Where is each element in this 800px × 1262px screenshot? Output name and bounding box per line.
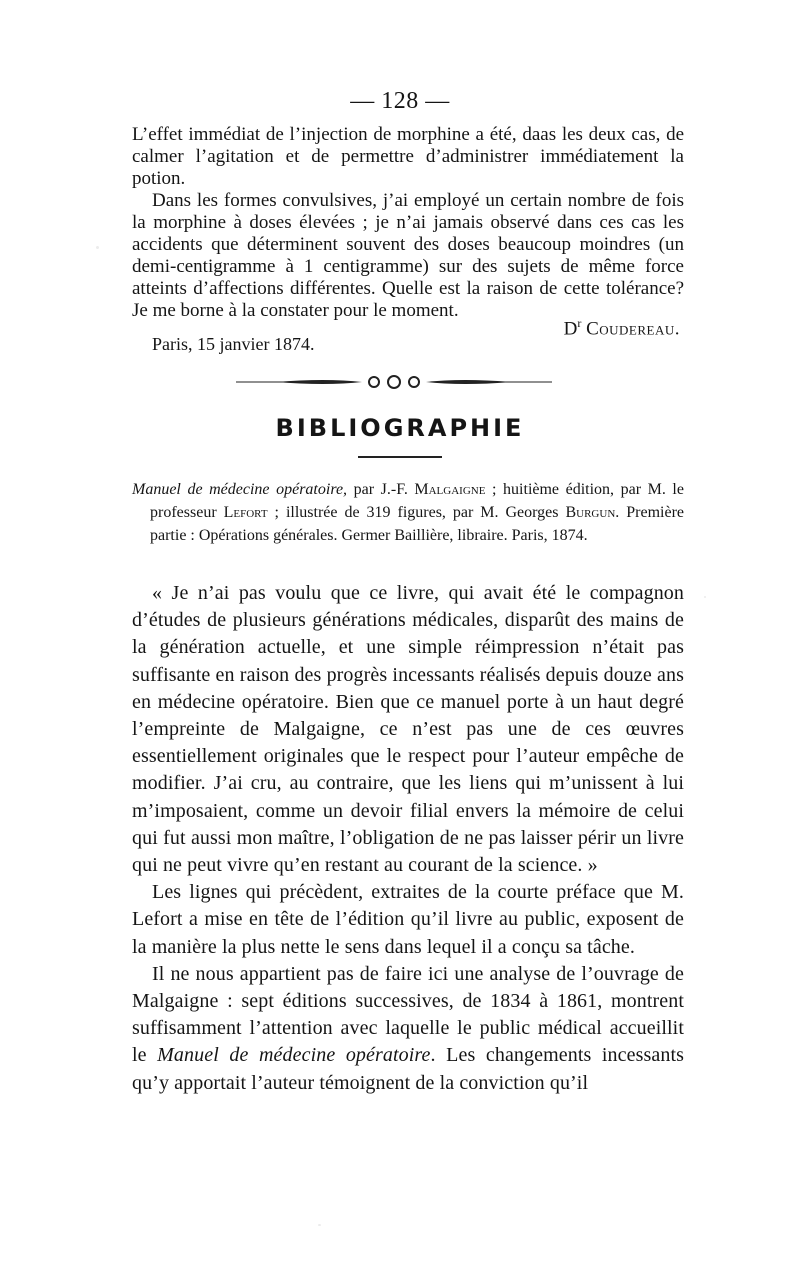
citation-illustrator: Burgun <box>565 504 616 521</box>
ornamental-divider <box>236 372 552 392</box>
page-number: — 128 — <box>350 88 450 114</box>
citation-text <box>132 478 684 547</box>
letter-conclusion <box>132 124 684 322</box>
paper-speck <box>318 1224 321 1226</box>
book-title: Manuel de médecine opératoire <box>157 1044 431 1067</box>
paragraph: « Je n’ai pas voulu que ce livre, qui avait été le compagnon d’études de plusieurs générations médicales, disparût des mains de la génération actuelle, et une simple réimpression n’était pas suffisante en raison des progrès incessants réalisés depuis douze ans en médecine opératoire. Bien que ce manuel porte à un haut degré l’empreinte de Malgaigne, ce n’est pas une de ces œuvres essentiellement originales que le respect pour l’auteur empêche de modifier. J’ai cru, au contraire, que les liens qui m’unissent à lui m’imposaient, comme un devoir filial envers la mémoire de celui qui fut aussi mon maître, l’obligation de ne pas laisser périr un livre qui ne peut vivre qu’en restant au courant de la science. » <box>132 582 684 877</box>
signature-title: D <box>563 318 578 340</box>
paragraph-part: . Les changements incessants qu’y apportait l’auteur témoignent de la conviction qu’il <box>132 1044 684 1094</box>
citation-text-part: par J.-F. <box>347 481 415 498</box>
citation-text-part: ; huitième édition, par M. le professeur <box>150 481 684 521</box>
signature-title-sup: r <box>577 316 582 330</box>
author-signature <box>440 316 680 340</box>
review-body <box>132 580 684 1097</box>
citation-editor: Lefort <box>223 504 268 521</box>
paragraph: L’effet immédiat de l’injection de morphine a été, daas les deux cas, de calmer l’agitation et de permettre d’administrer immédiatement la potion. <box>132 124 684 189</box>
citation-text-part: ; illustrée de 319 figures, par M. Georges <box>267 504 566 521</box>
citation-title: Manuel de médecine opératoire, <box>132 481 348 498</box>
paragraph <box>132 961 684 1097</box>
paragraph: Les lignes qui précèdent, extraites de la courte préface que M. Lefort a mise en tête de l’édition qu’il livre au public, exposent de la manière la plus nette le sens dans lequel il a conçu sa tâche. <box>132 881 684 958</box>
heading-rule <box>358 456 442 458</box>
section-heading: BIBLIOGRAPHIE <box>275 414 525 442</box>
paragraph-part: Il ne nous appartient pas de faire ici une analyse de l’ouvrage de Malgaigne : sept éditions successives, de 1834 à 1861, montrent suffisamment l’attention avec laquelle le public médical accueillit le <box>132 962 684 1067</box>
paper-speck <box>96 246 99 249</box>
dateline: Paris, 15 janvier 1874. <box>152 334 315 354</box>
citation-text-part: . Première partie : Opérations générales. Germer Baillière, libraire. Paris, 1874. <box>150 504 684 544</box>
citation-author: Malgaigne <box>414 481 486 498</box>
paragraph: Dans les formes convulsives, j’ai employé un certain nombre de fois la morphine à doses élevées ; je n’ai jamais observé dans ces cas les accidents que déterminent souvent des doses beaucoup moindres (un demi-centigramme à 1 centigramme) sur des sujets de même force atteints d’affections différentes. Quelle est la raison de cette tolérance? Je me borne à la constater pour le moment. <box>132 190 684 321</box>
book-citation <box>132 478 684 547</box>
signature-name: Coudereau. <box>586 318 680 340</box>
paper-speck <box>704 596 706 598</box>
